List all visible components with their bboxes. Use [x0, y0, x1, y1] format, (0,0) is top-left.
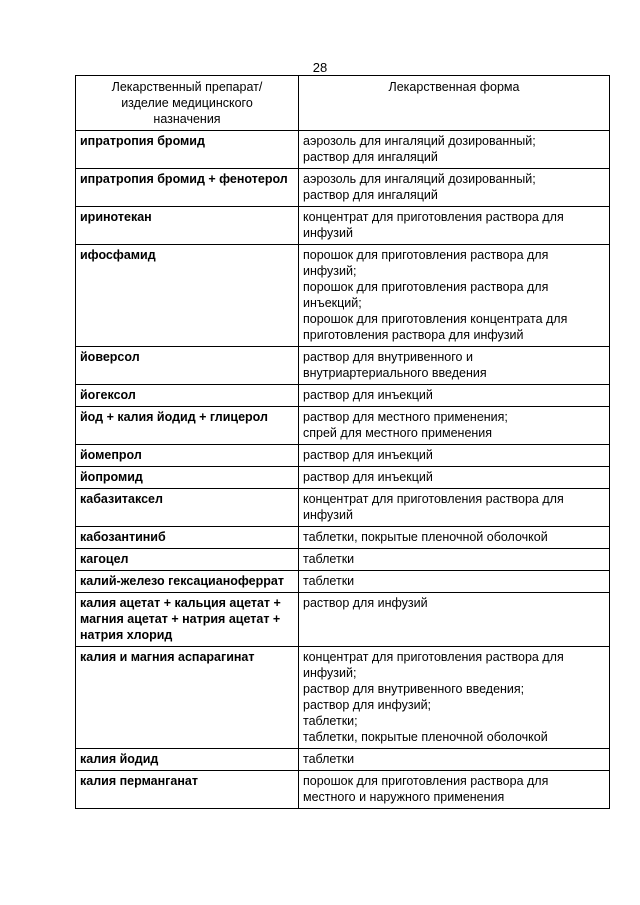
cell-line: иринотекан [80, 210, 152, 224]
cell-line: концентрат для приготовления раствора для [303, 492, 564, 506]
drug-name-cell [76, 571, 299, 593]
drug-name-cell [76, 131, 299, 169]
cell-line: таблетки [303, 752, 355, 766]
cell-line: йопромид [80, 470, 143, 484]
cell-line: раствор для ингаляций [303, 150, 438, 164]
cell-line: раствор для инъекций [303, 448, 433, 462]
cell-line: магния ацетат + натрия ацетат + [80, 612, 281, 626]
cell-line: таблетки, покрытые пленочной оболочкой [303, 730, 548, 744]
cell-line: таблетки [303, 552, 355, 566]
drug-name-cell [76, 385, 299, 407]
cell-line: инфузий; [303, 264, 357, 278]
cell-line: таблетки, покрытые пленочной оболочкой [303, 530, 548, 544]
cell-line: раствор для инъекций [303, 470, 433, 484]
cell-line: раствор для инфузий; [303, 698, 432, 712]
cell-line: назначения [153, 112, 221, 126]
table-row [76, 549, 610, 571]
dosage-form-cell [299, 407, 610, 445]
dosage-form-cell [299, 207, 610, 245]
table-row [76, 131, 610, 169]
page-number: 28 [312, 60, 328, 75]
cell-line: кабазитаксел [80, 492, 163, 506]
cell-line: кагоцел [80, 552, 129, 566]
dosage-form-cell [299, 169, 610, 207]
header-drug [76, 76, 299, 131]
cell-line: спрей для местного применения [303, 426, 493, 440]
drug-name-cell [76, 467, 299, 489]
drug-name-cell [76, 593, 299, 647]
cell-line: порошок для приготовления концентрата для [303, 312, 568, 326]
cell-line: ипратропия бромид + фенотерол [80, 172, 288, 186]
cell-line: раствор для инфузий [303, 596, 428, 610]
dosage-form-cell [299, 749, 610, 771]
table-row [76, 207, 610, 245]
cell-line: йод + калия йодид + глицерол [80, 410, 268, 424]
cell-line: калия и магния аспарагинат [80, 650, 255, 664]
cell-line: раствор для инъекций [303, 388, 433, 402]
table-row [76, 571, 610, 593]
drug-name-cell [76, 169, 299, 207]
cell-line: натрия хлорид [80, 628, 173, 642]
cell-line: инфузий; [303, 666, 357, 680]
cell-line: внутриартериального введения [303, 366, 487, 380]
drug-name-cell [76, 207, 299, 245]
cell-line: калия ацетат + кальция ацетат + [80, 596, 281, 610]
table-header-row [76, 76, 610, 131]
drug-name-cell [76, 489, 299, 527]
cell-line: раствор для внутривенного введения; [303, 682, 525, 696]
cell-line: аэрозоль для ингаляций дозированный; [303, 172, 536, 186]
drug-name-cell [76, 527, 299, 549]
dosage-form-cell [299, 445, 610, 467]
cell-line: концентрат для приготовления раствора для [303, 650, 564, 664]
drug-name-cell [76, 771, 299, 809]
cell-line: раствор для внутривенного и [303, 350, 473, 364]
cell-line: приготовления раствора для инфузий [303, 328, 524, 342]
dosage-form-cell [299, 467, 610, 489]
cell-line: калий-железо гексацианоферрат [80, 574, 284, 588]
drug-name-cell [76, 347, 299, 385]
header-form [299, 76, 610, 131]
cell-line: калия йодид [80, 752, 159, 766]
table-row [76, 407, 610, 445]
dosage-form-cell [299, 527, 610, 549]
drug-name-cell [76, 549, 299, 571]
table-row [76, 245, 610, 347]
dosage-form-cell [299, 489, 610, 527]
table-row [76, 467, 610, 489]
cell-line: раствор для местного применения; [303, 410, 508, 424]
table-row [76, 347, 610, 385]
cell-line: инфузий [303, 508, 353, 522]
cell-line: Лекарственная форма [388, 80, 520, 94]
table-row [76, 771, 610, 809]
dosage-form-cell [299, 245, 610, 347]
cell-line: йоверсол [80, 350, 140, 364]
dosage-form-cell [299, 647, 610, 749]
cell-line: аэрозоль для ингаляций дозированный; [303, 134, 536, 148]
cell-line: порошок для приготовления раствора для [303, 248, 549, 262]
cell-line: кабозантиниб [80, 530, 166, 544]
cell-line: таблетки; [303, 714, 358, 728]
dosage-form-cell [299, 347, 610, 385]
cell-line: инфузий [303, 226, 353, 240]
dosage-form-cell [299, 549, 610, 571]
cell-line: раствор для ингаляций [303, 188, 438, 202]
table-row [76, 647, 610, 749]
cell-line: Лекарственный препарат/ [111, 80, 263, 94]
cell-line: ифосфамид [80, 248, 156, 262]
dosage-form-cell [299, 771, 610, 809]
table-row [76, 749, 610, 771]
table-row [76, 593, 610, 647]
drug-name-cell [76, 445, 299, 467]
cell-line: таблетки [303, 574, 355, 588]
drug-name-cell [76, 407, 299, 445]
cell-line: калия перманганат [80, 774, 198, 788]
drug-name-cell [76, 647, 299, 749]
cell-line: инъекций; [303, 296, 362, 310]
drug-name-cell [76, 245, 299, 347]
cell-line: порошок для приготовления раствора для [303, 774, 549, 788]
table-row [76, 445, 610, 467]
cell-line: порошок для приготовления раствора для [303, 280, 549, 294]
dosage-form-cell [299, 131, 610, 169]
drug-name-cell [76, 749, 299, 771]
table-row [76, 169, 610, 207]
cell-line: концентрат для приготовления раствора для [303, 210, 564, 224]
drug-table [75, 75, 610, 809]
cell-line: местного и наружного применения [303, 790, 505, 804]
cell-line: йомепрол [80, 448, 142, 462]
cell-line: изделие медицинского [121, 96, 253, 110]
dosage-form-cell [299, 571, 610, 593]
cell-line: ипратропия бромид [80, 134, 205, 148]
cell-line: йогексол [80, 388, 136, 402]
table-body [76, 131, 610, 809]
dosage-form-cell [299, 593, 610, 647]
table-row [76, 489, 610, 527]
table-row [76, 385, 610, 407]
dosage-form-cell [299, 385, 610, 407]
table-row [76, 527, 610, 549]
